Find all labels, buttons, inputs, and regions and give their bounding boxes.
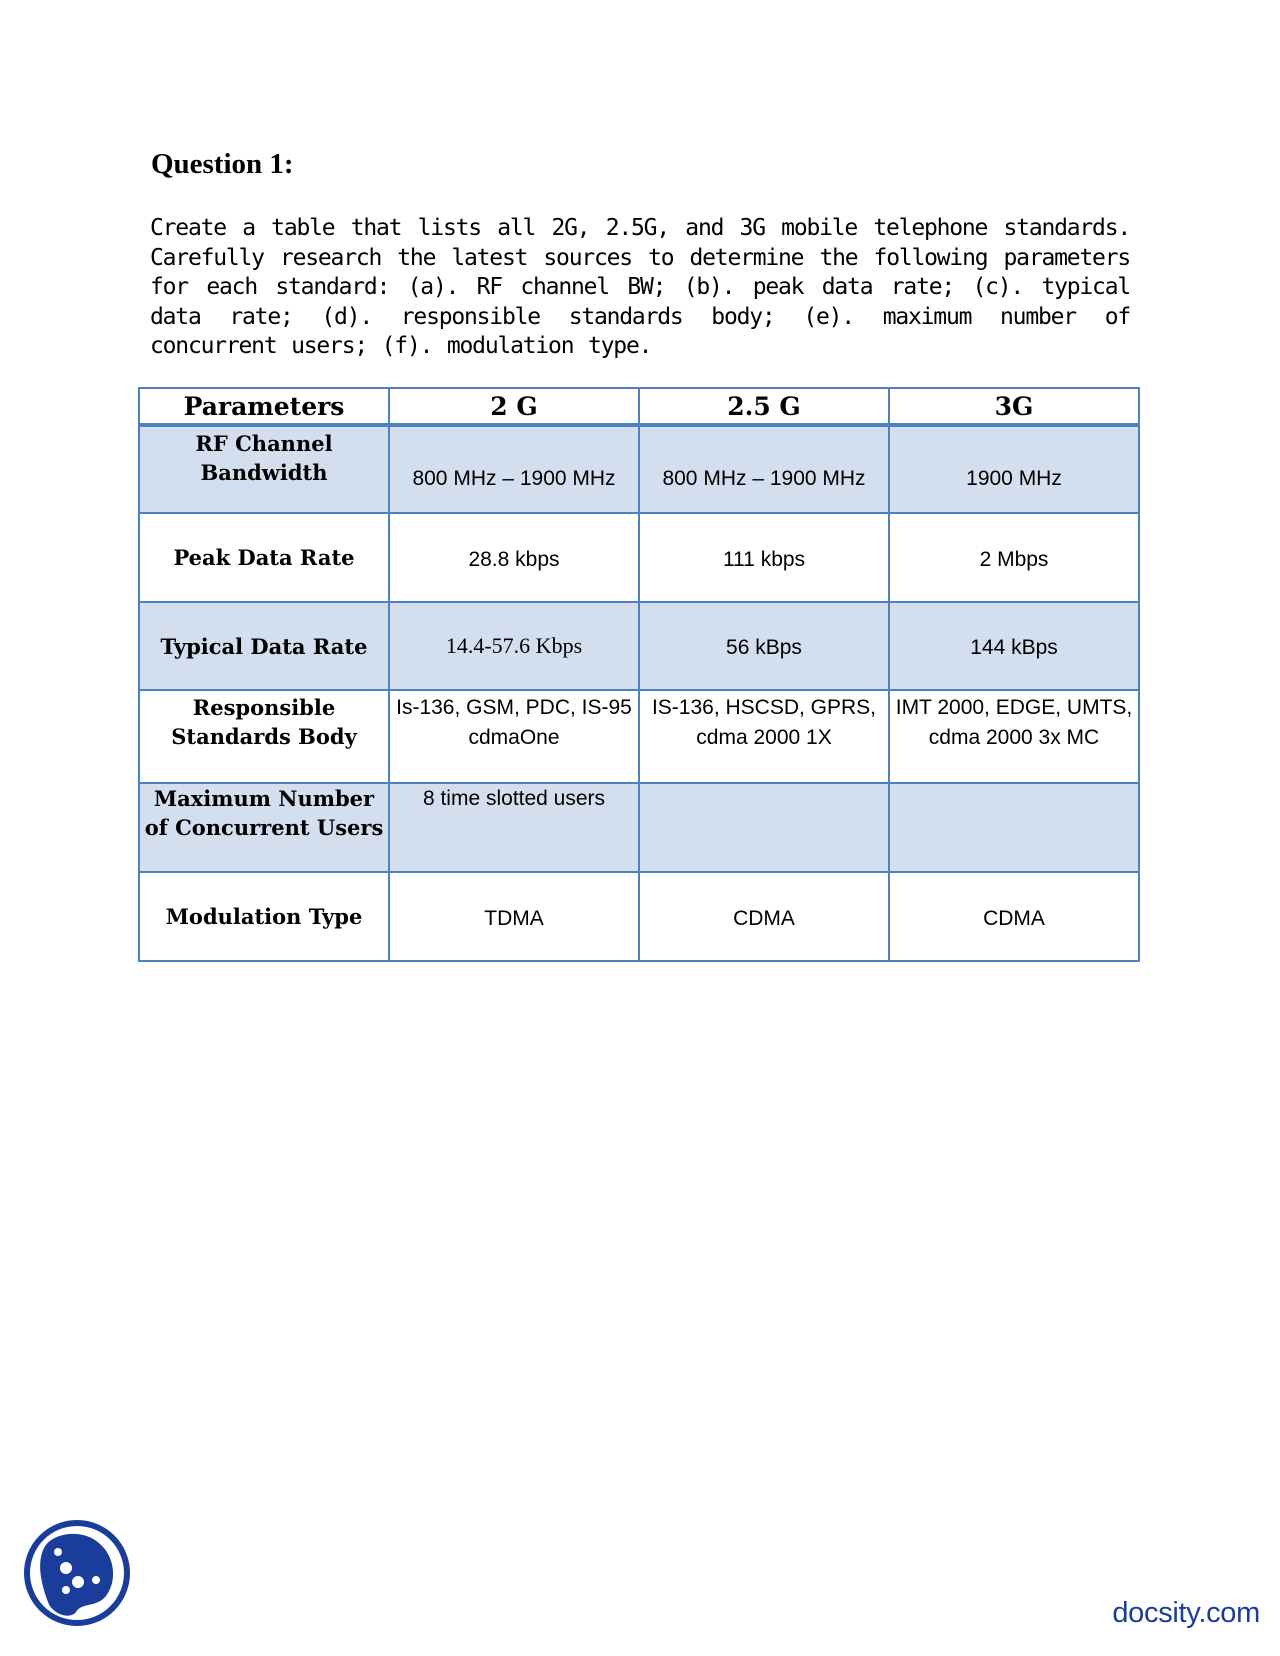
table-row (139, 872, 1139, 961)
table-cell: 14.4-57.6 Kbps (389, 602, 639, 690)
table-cell (639, 783, 889, 872)
row-label: Maximum Number of Concurrent Users (139, 783, 389, 872)
table-cell: TDMA (389, 872, 639, 961)
table-row (139, 690, 1139, 783)
row-label: Modulation Type (139, 872, 389, 961)
docsity-brand-text: docsity.com (1112, 1597, 1260, 1629)
table-cell: 8 time slotted users (389, 783, 639, 872)
table-cell: 1900 MHz (889, 425, 1139, 513)
table-cell: 56 kBps (639, 602, 889, 690)
row-label: Peak Data Rate (139, 513, 389, 602)
table-cell: 144 kBps (889, 602, 1139, 690)
table-cell: CDMA (889, 872, 1139, 961)
table-row (139, 513, 1139, 602)
row-label: Responsible Standards Body (139, 690, 389, 783)
table-cell: 28.8 kbps (389, 513, 639, 602)
header-3g: 3G (889, 388, 1139, 425)
table-cell: IS-136, HSCSD, GPRS, cdma 2000 1X (639, 690, 889, 783)
table-cell (889, 783, 1139, 872)
table-cell: 800 MHz – 1900 MHz (389, 425, 639, 513)
table-cell: IMT 2000, EDGE, UMTS, cdma 2000 3x MC (889, 690, 1139, 783)
table-row (139, 425, 1139, 513)
docsity-logo-icon (22, 1518, 132, 1628)
question-heading: Question 1: (151, 148, 294, 180)
question-text: Create a table that lists all 2G, 2.5G, and 3G mobile telephone standards. Carefully research the latest sources to determine the following parameters for each standard: (a). RF channel BW; (b). peak data rate; (c). typical data rate; (d). responsible standards body; (e). maximum number of concurrent users; (f). modulation type. (150, 215, 1130, 359)
table-row (139, 783, 1139, 872)
table-row (139, 602, 1139, 690)
table-cell: 800 MHz – 1900 MHz (639, 425, 889, 513)
row-label: Typical Data Rate (139, 602, 389, 690)
row-label: RF Channel Bandwidth (139, 425, 389, 513)
header-2g: 2 G (389, 388, 639, 425)
table-cell: Is-136, GSM, PDC, IS-95 cdmaOne (389, 690, 639, 783)
table-cell: 111 kbps (639, 513, 889, 602)
header-parameters: Parameters (139, 388, 389, 425)
standards-table (138, 387, 1140, 962)
header-2-5g: 2.5 G (639, 388, 889, 425)
table-header-row (139, 388, 1139, 425)
table-cell: CDMA (639, 872, 889, 961)
table-cell: 2 Mbps (889, 513, 1139, 602)
